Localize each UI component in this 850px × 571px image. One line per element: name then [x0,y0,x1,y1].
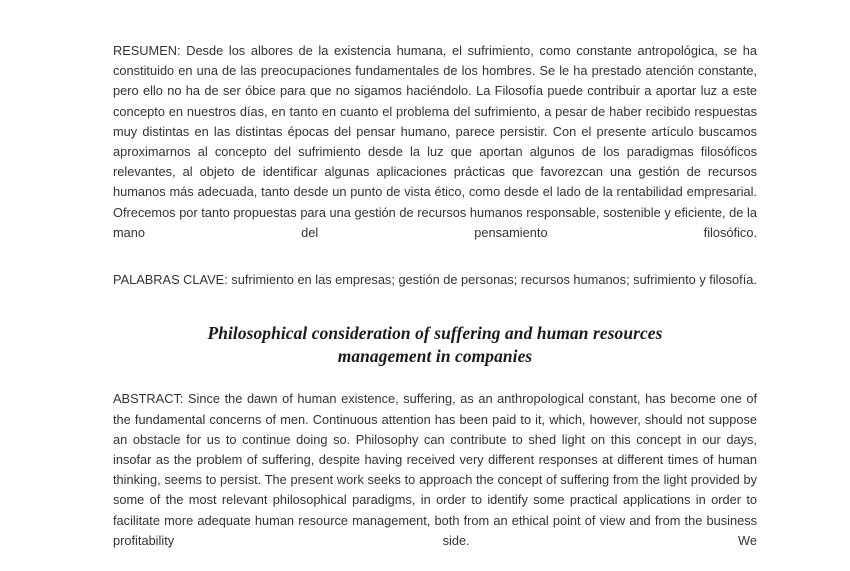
spanish-abstract-paragraph: RESUMEN: Desde los albores de la existencia humana, el sufrimiento, como constante antropológica, se ha constituido en una de las preocupaciones fundamentales de los hombres. Se le ha prestado atención constante, pero ello no ha de ser óbice para que no sigamos haciéndolo. La Filosofía puede contribuir a aportar luz a este concepto en nuestros días, en tanto en cuanto el problema del sufrimiento, a pesar de haber recibido respuestas muy distintas en las distintas épocas del pensar humano, parece persistir. Con el presente artículo buscamos aproximarnos al concepto del sufrimiento desde la luz que aportan algunos de los paradigmas filosóficos relevantes, al objeto de identificar algunas aplicaciones prácticas que favorezcan una gestión de recursos humanos más adecuada, tanto desde un punto de vista ético, como desde el lado de la rentabilidad empresarial. Ofrecemos por tanto propuestas para una gestión de recursos humanos responsable, sostenible y eficiente, de la mano del pensamiento filosófico. [113,43,757,240]
english-abstract-paragraph: ABSTRACT: Since the dawn of human existence, suffering, as an anthropological constant, has become one of the fundamental concerns of men. Continuous attention has been paid to it, which, however, should not suppose an obstacle for us to continue doing so. Philosophy can contribute to shed light on this concept in our days, insofar as the problem of suffering, despite having received very different responses at different times of human thinking, seems to persist. The present work seeks to approach the concept of suffering from the light provided by some of the most relevant philosophical paradigms, in order to identify some practical applications in order to facilitate more adequate human resource management, both from an ethical point of view and from the business profitability side. We [113,391,757,548]
article-title-line-1: Philosophical consideration of suffering and human resources [207,323,663,344]
article-content-column [113,41,757,571]
spanish-keywords-paragraph: PALABRAS CLAVE: sufrimiento en las empresas; gestión de personas; recursos humanos; sufrimiento y filosofía. [113,272,757,288]
english-article-title [113,322,757,368]
article-title-line-2: management in companies [337,346,533,367]
